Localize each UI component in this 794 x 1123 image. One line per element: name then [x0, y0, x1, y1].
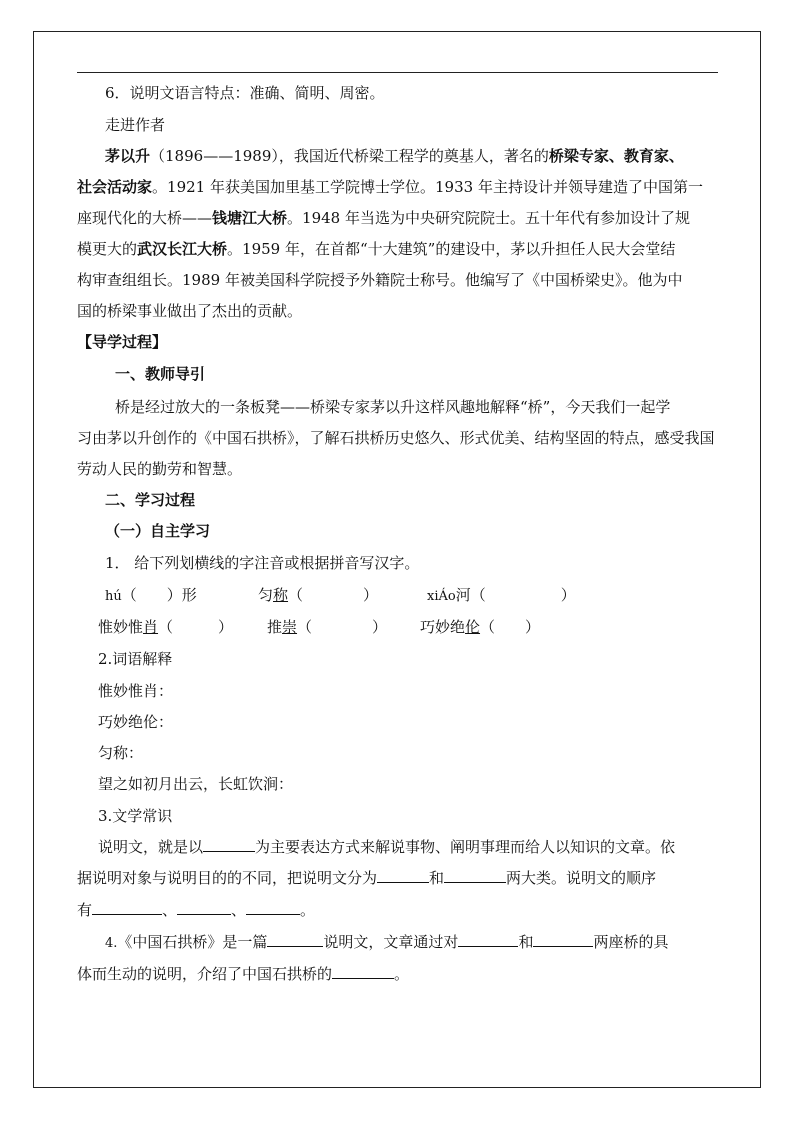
q1-item-qiaomiao: 巧妙绝伦（ ） — [420, 618, 541, 636]
fill-blank[interactable] — [377, 868, 429, 883]
author-line-3: 座现代化的大桥——钱塘江大桥。1948 年当选为中央研究院院士。五十年代有参加设计了规 — [77, 209, 691, 227]
pinyin-xiao: xiÁo — [427, 589, 456, 604]
q2-title: 2.词语解释 — [98, 650, 173, 668]
fill-blank[interactable] — [444, 868, 506, 883]
q4-line-1: 4.《中国石拱桥》是一篇 说明文，文章通过对 和 两座桥的具 — [105, 933, 669, 951]
author-name: 茅以升 — [105, 147, 151, 165]
fill-blank[interactable] — [177, 900, 231, 915]
q1-item-hu: hú（ ）形 — [105, 586, 197, 604]
underlined-char: 肖 — [143, 618, 159, 636]
section-1-title: 一、教师导引 — [115, 365, 206, 383]
q3-line-1: 说明文，就是以 为主要表达方式来解说事物、阐明事理而给人以知识的文章。依 — [98, 838, 676, 856]
q2-term-2: 巧妙绝伦： — [98, 713, 174, 731]
fill-blank[interactable] — [267, 932, 323, 947]
fill-blank[interactable] — [246, 900, 300, 915]
q2-term-1: 惟妙惟肖： — [98, 682, 174, 700]
q1-item-tuichong: 推崇（ ） — [267, 618, 388, 636]
intro-para-line-2: 习由茅以升创作的《中国石拱桥》，了解石拱桥历史悠久、形式优美、结构坚固的特点，感受我国 — [77, 429, 715, 447]
intro-para-line-3: 劳动人民的勤劳和智慧。 — [77, 460, 243, 478]
qiantang-bridge: 钱塘江大桥 — [212, 209, 288, 227]
q1-item-xiao: xiÁo河（ ） — [427, 586, 576, 604]
author-line-1 — [105, 146, 684, 166]
author-line-4: 模更大的武汉长江大桥。1959 年，在首都“十大建筑”的建设中，茅以升担任人民大会堂结 — [77, 240, 676, 258]
section-2-title: 二、学习过程 — [105, 491, 196, 509]
q2-term-3: 匀称： — [98, 744, 144, 762]
fill-blank[interactable] — [332, 964, 394, 979]
author-line-5: 构审查组组长。1989 年被美国科学院授予外籍院士称号。他编写了《中国桥梁史》。他为中 — [77, 271, 683, 289]
q4-line-2: 体而生动的说明，介绍了中国石拱桥的 。 — [77, 965, 410, 983]
author-heading: 走进作者 — [105, 116, 166, 134]
author-line-2: 社会活动家。1921 年获美国加里基工学院博士学位。1933 年主持设计并领导建造了中国第一 — [77, 178, 703, 196]
q2-term-4: 望之如初月出云，长虹饮涧： — [98, 775, 294, 793]
author-line-6: 国的桥梁事业做出了杰出的贡献。 — [77, 302, 303, 320]
fill-blank[interactable] — [458, 932, 518, 947]
q1-title: 1． 给下列划横线的字注音或根据拼音写汉字。 — [105, 554, 420, 572]
q3-line-2: 据说明对象与说明目的的不同，把说明文分为 和 两大类。说明文的顺序 — [77, 869, 657, 887]
guide-title: 【导学过程】 — [77, 333, 168, 351]
q1-item-yunchen: 匀称（ ） — [258, 586, 379, 604]
author-titles: 桥梁专家、教育家、 — [548, 147, 684, 165]
q1-item-weimiao: 惟妙惟肖（ ） — [98, 618, 234, 636]
pinyin-hu: hú — [105, 589, 122, 604]
subsection-1-title: （一）自主学习 — [105, 522, 211, 540]
underlined-char: 称 — [273, 586, 289, 604]
underlined-char: 伦 — [465, 618, 481, 636]
q3-line-3: 有 、 、 。 — [77, 901, 316, 919]
wuhan-bridge: 武汉长江大桥 — [137, 240, 228, 258]
intro-para-line-1: 桥是经过放大的一条板凳——桥梁专家茅以升这样风趣地解释“桥”，今天我们一起学 — [115, 398, 671, 416]
author-title-activist: 社会活动家 — [77, 178, 153, 196]
underlined-char: 崇 — [282, 618, 298, 636]
fill-blank[interactable] — [92, 900, 162, 915]
q3-title: 3.文学常识 — [98, 807, 173, 825]
author-years: （1896——1989）， — [150, 147, 294, 165]
author-line-1-text: 我国近代桥梁工程学的奠基人，著名的 — [293, 147, 549, 165]
item-6: 6．说明文语言特点：准确、简明、周密。 — [105, 84, 385, 102]
fill-blank[interactable] — [533, 932, 593, 947]
header-rule — [77, 72, 718, 73]
fill-blank[interactable] — [203, 837, 255, 852]
